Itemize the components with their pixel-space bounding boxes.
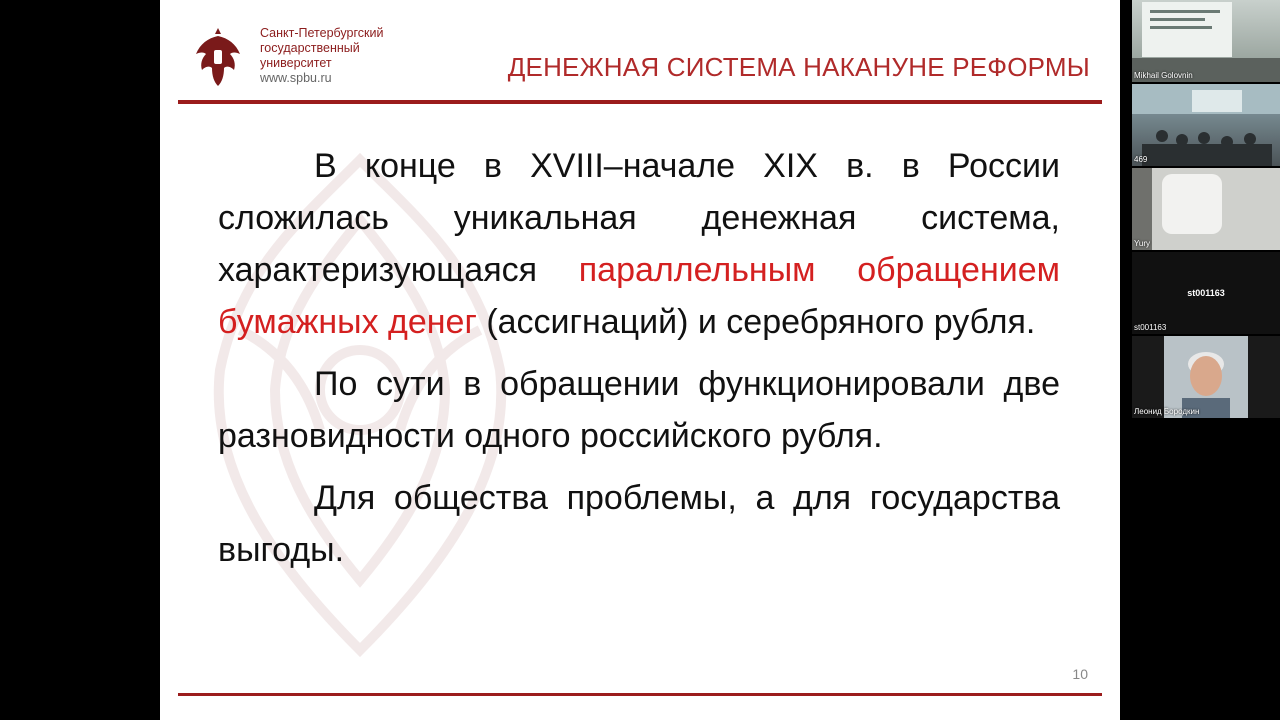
page-number: 10 [1072, 666, 1088, 682]
paragraph-3: Для общества проблемы, а для государства выгоды. [218, 479, 1060, 569]
paragraph-1-highlight: параллельным обращением бумажных денег [218, 251, 1060, 341]
participant-center-label: st001163 [1187, 288, 1225, 298]
video-feed [1132, 0, 1280, 82]
participant-tile[interactable] [1132, 168, 1280, 250]
university-line-1: Санкт-Петербургский [260, 26, 384, 40]
paragraph-1 [218, 140, 1060, 348]
video-feed [1132, 84, 1280, 166]
participant-tile[interactable] [1132, 0, 1280, 82]
participant-tile[interactable] [1132, 84, 1280, 166]
title-divider [178, 100, 1102, 104]
participants-panel [1130, 0, 1280, 720]
presentation-slide [160, 0, 1120, 720]
paragraph-1-text-b: (ассигнаций) и серебряного рубля. [476, 303, 1036, 341]
paragraph-1-text-a: В конце в XVIII–начале XIX в. в России сложилась уникальная денежная система, характеризующаяся [218, 147, 1060, 289]
video-feed [1132, 168, 1280, 250]
participant-name: Yury [1134, 239, 1151, 248]
spbu-logo-icon [190, 24, 246, 90]
university-name [260, 26, 440, 86]
participant-name: st001163 [1134, 323, 1167, 332]
university-line-2: государственный [260, 41, 360, 55]
participant-tile[interactable] [1132, 336, 1280, 418]
university-line-3: университет [260, 56, 332, 70]
paragraph-2: По сути в обращении функционировали две разновидности одного российского рубля. [218, 365, 1060, 455]
participant-name: Mikhail Golovnin [1134, 71, 1193, 80]
avatar [1164, 336, 1248, 418]
slide-title: ДЕНЕЖНАЯ СИСТЕМА НАКАНУНЕ РЕФОРМЫ [507, 52, 1090, 82]
participant-name: 469 [1134, 155, 1148, 164]
university-url: www.spbu.ru [260, 71, 332, 85]
footer-divider [178, 693, 1102, 696]
participant-name: Леонид Бородкин [1134, 407, 1200, 416]
slide-body [218, 140, 1060, 586]
video-feed [1164, 336, 1248, 418]
participant-tile[interactable] [1132, 252, 1280, 334]
